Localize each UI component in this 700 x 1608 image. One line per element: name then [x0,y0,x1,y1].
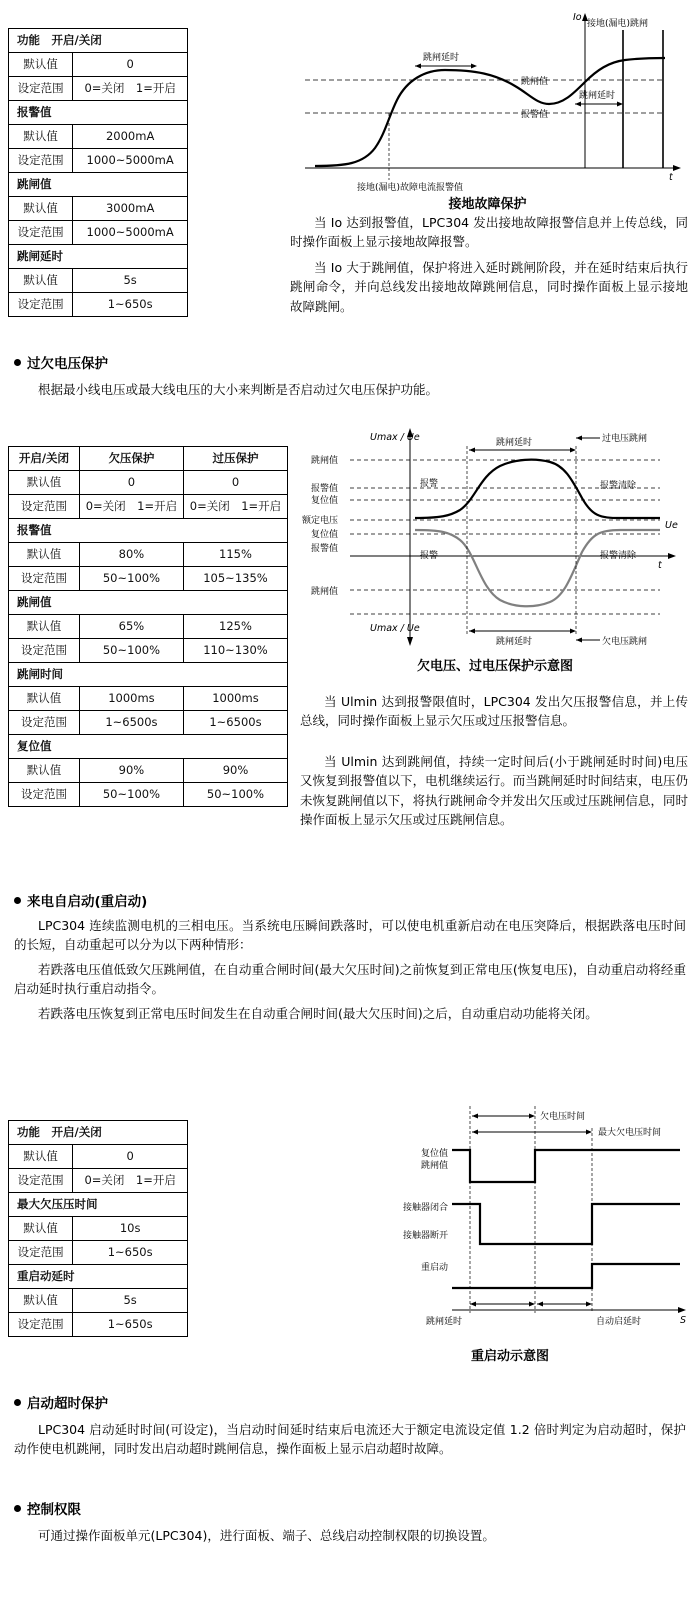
figure-ground-fault-caption: 接地故障保护 [448,197,527,212]
heading-control-authority: 控制权限 [14,1498,81,1518]
svg-text:欠电压时间: 欠电压时间 [540,1112,586,1122]
svg-text:跳闸值: 跳闸值 [310,587,338,597]
table-row: 报警值 [9,519,288,543]
table-row: 跳闸值 [9,173,188,197]
table-row: 跳闸延时 [9,245,188,269]
table-row: 默认值 5s [9,269,188,293]
paragraph-over-under-1: 根据最小线电压或最大线电压的大小来判断是否启动过欠电压保护功能。 [38,382,439,397]
bullet-dot-icon [14,1399,21,1406]
heading-auto-restart: 来电自启动(重启动) [14,890,147,910]
figure-ground-fault [285,8,690,193]
table-row: 功能 开启/关闭 [9,29,188,53]
table-row: 跳闸值 [9,591,288,615]
svg-text:Umax / Ue: Umax / Ue [370,623,420,634]
table-row: 默认值 0 [9,1145,188,1169]
svg-text:S: S [680,1315,687,1326]
svg-text:跳闸延时: 跳闸延时 [423,53,460,63]
table-row: 默认值 2000mA [9,125,188,149]
figure-restart-caption: 重启动示意图 [470,1349,549,1364]
svg-text:跳闸延时: 跳闸延时 [426,1317,463,1327]
paragraph-ground-1: 当 Io 达到报警值，LPC304 发出接地故障报警信息并上传总线，同时操作面板上显示接地故障报警。 [290,215,688,250]
paragraph-voltage-2: 当 Ulmin 达到跳闸值，持续一定时间后(小于跳闸延时时间)电压又恢复到报警值以下，电机继续运行。而当跳闸延时时间结束，电压仍未恢复跳闸值以下，将执行跳闸命令并发出欠压或过压跳闸信息，同时操作面板上显示欠压或过压跳闸信息。 [300,754,688,828]
table-row: 重启动延时 [9,1265,188,1289]
table-row: 最大欠压压时间 [9,1193,188,1217]
svg-text:复位值: 复位值 [310,530,338,540]
table-row: 设定范围 1~650s [9,293,188,317]
svg-text:报警: 报警 [420,551,439,561]
svg-text:跳闸延时: 跳闸延时 [496,637,533,647]
svg-text:Io: Io [573,12,582,23]
svg-text:复位值: 复位值 [310,496,338,506]
svg-text:报警清除: 报警清除 [600,481,637,491]
table-row: 设定范围 0=关闭 1=开启 [9,77,188,101]
figure-voltage-caption: 欠电压、过电压保护示意图 [416,659,573,674]
table-row: 默认值 65% 125% [9,615,288,639]
svg-text:欠电压跳闸: 欠电压跳闸 [602,637,648,647]
table-row: 设定范围 1000~5000mA [9,149,188,173]
table-ground-fault [8,28,188,317]
table-row: 功能 开启/关闭 [9,1121,188,1145]
svg-text:报警: 报警 [420,479,439,489]
paragraph-control-authority: 可通过操作面板单元(LPC304)，进行面板、端子、总线启动控制权限的切换设置。 [38,1528,495,1543]
svg-text:跳闸延时: 跳闸延时 [579,91,616,101]
paragraph-autostart-1: LPC304 连续监测电机的三相电压。当系统电压瞬间跌落时，可以使电机重新启动在电压突降后，根据跌落电压时间的长短，自动重起可以分为以下两种情形： [14,918,686,953]
figure-voltage-protection [300,418,690,653]
table-row: 设定范围 1000~5000mA [9,221,188,245]
bullet-dot-icon [14,1505,21,1512]
svg-text:报警值: 报警值 [310,544,338,554]
table-row: 设定范围 1~650s [9,1241,188,1265]
svg-text:额定电压: 额定电压 [301,516,338,526]
svg-text:跳闸值: 跳闸值 [420,1161,448,1171]
svg-text:t: t [658,560,662,571]
svg-text:跳闸值: 跳闸值 [521,77,549,87]
svg-text:复位值: 复位值 [420,1149,448,1159]
table-row: 设定范围 0=关闭 1=开启 0=关闭 1=开启 [9,495,288,519]
svg-text:自动启延时: 自动启延时 [596,1317,642,1327]
table-row: 设定范围 50~100% 110~130% [9,639,288,663]
svg-text:接地(漏电)故障电流报警值: 接地(漏电)故障电流报警值 [357,183,464,193]
svg-text:接触器闭合: 接触器闭合 [402,1203,448,1213]
svg-text:最大欠电压时间: 最大欠电压时间 [598,1128,662,1138]
table-row: 默认值 90% 90% [9,759,288,783]
paragraph-voltage-1: 当 Ulmin 达到报警限值时，LPC304 发出欠压报警信息，并上传总线，同时操作面板上显示欠压或过压报警信息。 [300,694,688,729]
svg-text:跳闸延时: 跳闸延时 [496,438,533,448]
table-row: 设定范围 1~6500s 1~6500s [9,711,288,735]
svg-text:报警值: 报警值 [521,110,549,120]
table-row: 默认值 0 0 [9,471,288,495]
table-row: 默认值 80% 115% [9,543,288,567]
svg-text:Ue: Ue [665,520,678,531]
table-row: 报警值 [9,101,188,125]
svg-text:报警清除: 报警清除 [600,551,637,561]
paragraph-start-timeout: LPC304 启动延时时间(可设定)，当启动时间延时结束后电流还大于额定电流设定值 1.2 倍时判定为启动超时，保护动作使电机跳闸，同时发出启动超时跳闸信息，操作面板上显示启动超时故障。 [14,1422,686,1457]
table-row: 设定范围 50~100% 50~100% [9,783,288,807]
svg-text:Umax / Ue: Umax / Ue [370,432,420,443]
paragraph-autostart-2: 若跌落电压值低致欠压跳闸值，在自动重合闸时间(最大欠压时间)之前恢复到正常电压(恢复电压)，自动重启动将经重启动延时执行重启动指令。 [14,962,686,997]
svg-text:接触器断开: 接触器断开 [402,1231,448,1241]
table-row: 默认值 1000ms 1000ms [9,687,288,711]
figure-restart [330,1098,690,1338]
table-row: 设定范围 50~100% 105~135% [9,567,288,591]
table-header-row: 开启/关闭 欠压保护 过压保护 [9,447,288,471]
bullet-dot-icon [14,897,21,904]
svg-text:t: t [669,172,673,183]
svg-text:报警值: 报警值 [310,484,338,494]
table-row: 默认值 3000mA [9,197,188,221]
table-restart [8,1120,188,1337]
svg-text:重启动: 重启动 [420,1263,448,1273]
table-row: 设定范围 1~650s [9,1313,188,1337]
table-row: 跳闸时间 [9,663,288,687]
bullet-dot-icon [14,359,21,366]
table-row: 默认值 5s [9,1289,188,1313]
paragraph-autostart-3: 若跌落电压恢复到正常电压时间发生在自动重合闸时间(最大欠压时间)之后，自动重启动功能将关闭。 [38,1006,598,1021]
paragraph-ground-2: 当 Io 大于跳闸值，保护将进入延时跳闸阶段，并在延时结束后执行跳闸命令，并向总线发出接地故障跳闸信息，同时操作面板上显示接地故障跳闸。 [290,260,688,314]
table-row: 复位值 [9,735,288,759]
table-row: 默认值 10s [9,1217,188,1241]
table-row: 设定范围 0=关闭 1=开启 [9,1169,188,1193]
heading-over-under-voltage: 过欠电压保护 [14,352,108,372]
heading-start-timeout: 启动超时保护 [14,1392,108,1412]
svg-text:过电压跳闸: 过电压跳闸 [602,434,648,444]
table-voltage-protection [8,446,288,807]
svg-text:跳闸值: 跳闸值 [310,456,338,466]
table-row: 默认值 0 [9,53,188,77]
svg-text:接地(漏电)跳闸: 接地(漏电)跳闸 [587,19,649,29]
